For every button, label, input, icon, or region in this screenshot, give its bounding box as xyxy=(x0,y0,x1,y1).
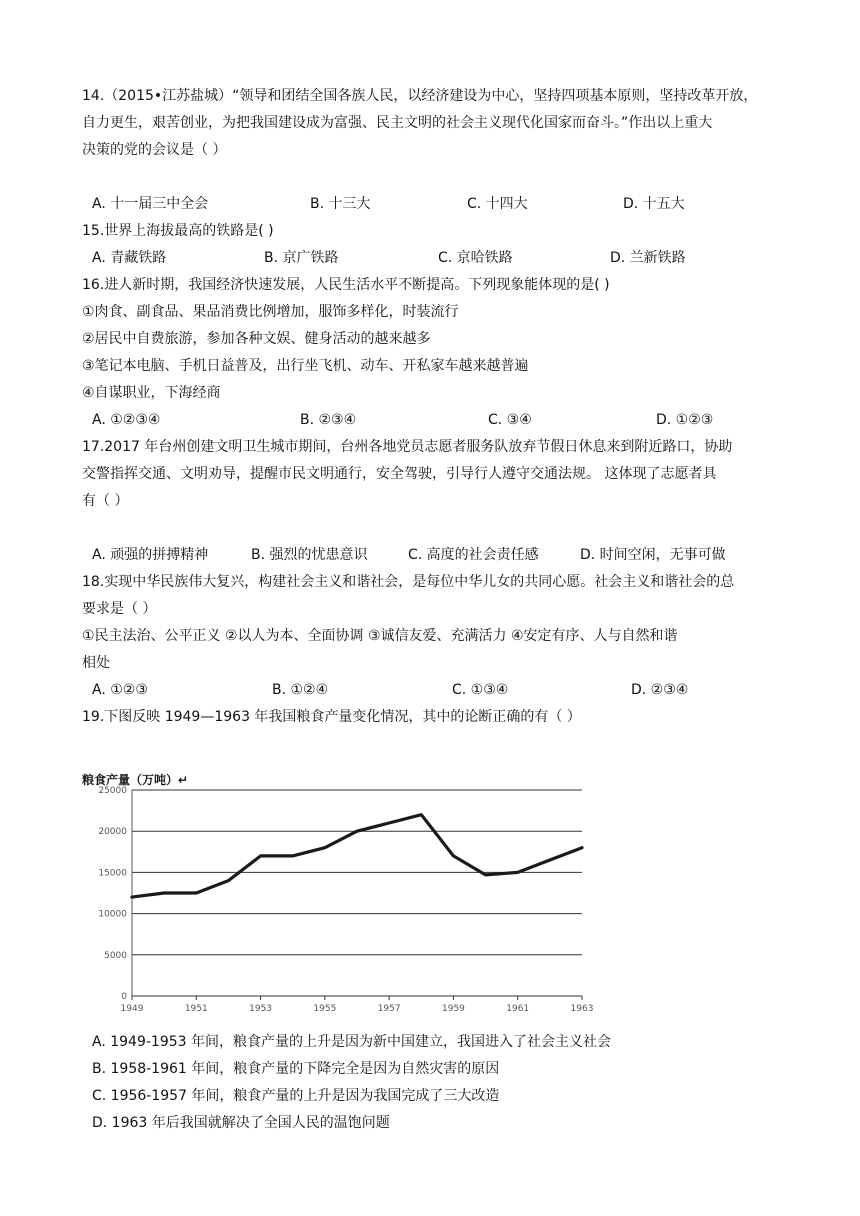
q14-text-line-3: 决策的党的会议是（ ） xyxy=(82,142,227,158)
q19-option-c[interactable]: C. 1956-1957 年间，粮食产量的上升是因为我国完成了三大改造 xyxy=(92,1088,500,1104)
q19-text-line-1: 19.下图反映 1949—1963 年我国粮食产量变化情况，其中的论断正确的有（ ） xyxy=(82,709,581,725)
chart-x-tick-label: 1961 xyxy=(506,1004,530,1014)
q14-option-b[interactable]: B. 十三大 xyxy=(310,196,371,212)
q18-option-b[interactable]: B. ①②④ xyxy=(272,682,329,698)
q15-text-line-1: 15.世界上海拔最高的铁路是( ) xyxy=(82,223,274,239)
q17-option-d[interactable]: D. 时间空闲，无事可做 xyxy=(580,547,726,563)
q18-option-a[interactable]: A. ①②③ xyxy=(92,682,148,698)
grain-output-chart xyxy=(76,768,596,1020)
q16-option-d[interactable]: D. ①②③ xyxy=(656,412,714,428)
q18-text-line-3: ①民主法治、公平正义 ②以人为本、全面协调 ③诚信友爱、充满活力 ④安定有序、人与自然和谐 xyxy=(82,628,678,644)
chart-y-tick-label: 25000 xyxy=(98,786,127,796)
q16-option-c[interactable]: C. ③④ xyxy=(488,412,532,428)
q17-option-a[interactable]: A. 顽强的拼搏精神 xyxy=(92,547,209,563)
chart-x-tick-label: 1957 xyxy=(377,1004,401,1014)
q19-option-d[interactable]: D. 1963 年后我国就解决了全国人民的温饱问题 xyxy=(92,1115,390,1131)
q15-option-b[interactable]: B. 京广铁路 xyxy=(264,250,339,266)
q17-text-line-3: 有（ ） xyxy=(82,493,129,509)
q14-text-line-2: 自力更生，艰苦创业，为把我国建设成为富强、民主文明的社会主义现代化国家而奋斗。”作出以上重大 xyxy=(82,115,713,131)
q15-option-c[interactable]: C. 京哈铁路 xyxy=(438,250,513,266)
q16-text-line-1: 16.进人新时期，我国经济快速发展，人民生活水平不断提高。下列现象能体现的是( ) xyxy=(82,277,610,293)
chart-y-tick-label: 5000 xyxy=(104,950,127,961)
chart-x-tick-label: 1963 xyxy=(570,1004,594,1014)
q16-option-a[interactable]: A. ①②③④ xyxy=(92,412,161,428)
q17-text-line-2: 交警指挥交通、文明劝导，提醒市民文明通行，安全驾驶，引导行人遵守交通法规。 这体现了志愿者具 xyxy=(82,466,717,482)
q14-option-d[interactable]: D. 十五大 xyxy=(623,196,685,212)
q16-option-b[interactable]: B. ②③④ xyxy=(300,412,357,428)
q16-statement-3: ③笔记本电脑、手机日益普及，出行坐飞机、动车、开私家车越来越普遍 xyxy=(82,358,529,374)
chart-x-tick-label: 1951 xyxy=(184,1004,208,1014)
chart-y-axis-label: 粮食产量（万吨）↵ xyxy=(82,773,189,787)
chart-y-tick-label: 0 xyxy=(121,992,127,1002)
chart-x-tick-label: 1959 xyxy=(441,1004,465,1014)
q17-option-c[interactable]: C. 高度的社会责任感 xyxy=(408,547,539,563)
q16-statement-4: ④自谋职业，下海经商 xyxy=(82,385,221,401)
chart-x-tick-label: 1955 xyxy=(313,1004,337,1014)
q14-option-c[interactable]: C. 十四大 xyxy=(467,196,528,212)
q15-option-a[interactable]: A. 青藏铁路 xyxy=(92,250,167,266)
q16-statement-1: ①肉食、副食品、果品消费比例增加，服饰多样化，时装流行 xyxy=(82,304,459,320)
q18-option-c[interactable]: C. ①③④ xyxy=(452,682,509,698)
q17-option-b[interactable]: B. 强烈的忧患意识 xyxy=(251,547,368,563)
chart-y-tick-label: 15000 xyxy=(98,868,127,879)
q19-option-b[interactable]: B. 1958-1961 年间，粮食产量的下降完全是因为自然灾害的原因 xyxy=(92,1061,500,1077)
q16-statement-2: ②居民中自费旅游，参加各种文娱、健身活动的越来越多 xyxy=(82,331,431,347)
q17-text-line-1: 17.2017 年台州创建文明卫生城市期间，台州各地党员志愿者服务队放弃节假日休息来到附近路口，协助 xyxy=(82,439,733,455)
chart-series-line xyxy=(132,815,582,897)
q14-option-a[interactable]: A. 十一届三中全会 xyxy=(92,196,209,212)
q18-text-line-4: 相处 xyxy=(82,655,110,671)
q15-option-d[interactable]: D. 兰新铁路 xyxy=(610,250,686,266)
chart-x-tick-label: 1949 xyxy=(120,1004,144,1014)
q18-text-line-1: 18.实现中华民族伟大复兴，构建社会主义和谐社会，是每位中华儿女的共同心愿。社会主义和谐社会的总 xyxy=(82,574,735,590)
q14-text-line-1: 14.（2015•江苏盐城）“领导和团结全国各族人民，以经济建设为中心，坚持四项基本原则，坚持改革开放， xyxy=(82,88,758,104)
chart-x-tick-label: 1953 xyxy=(249,1004,273,1014)
q18-text-line-2: 要求是（ ） xyxy=(82,601,157,617)
chart-y-tick-label: 10000 xyxy=(98,909,127,920)
q19-option-a[interactable]: A. 1949-1953 年间，粮食产量的上升是因为新中国建立，我国进入了社会主义社会 xyxy=(92,1034,611,1050)
chart-y-tick-label: 20000 xyxy=(98,827,127,838)
q18-option-d[interactable]: D. ②③④ xyxy=(631,682,689,698)
